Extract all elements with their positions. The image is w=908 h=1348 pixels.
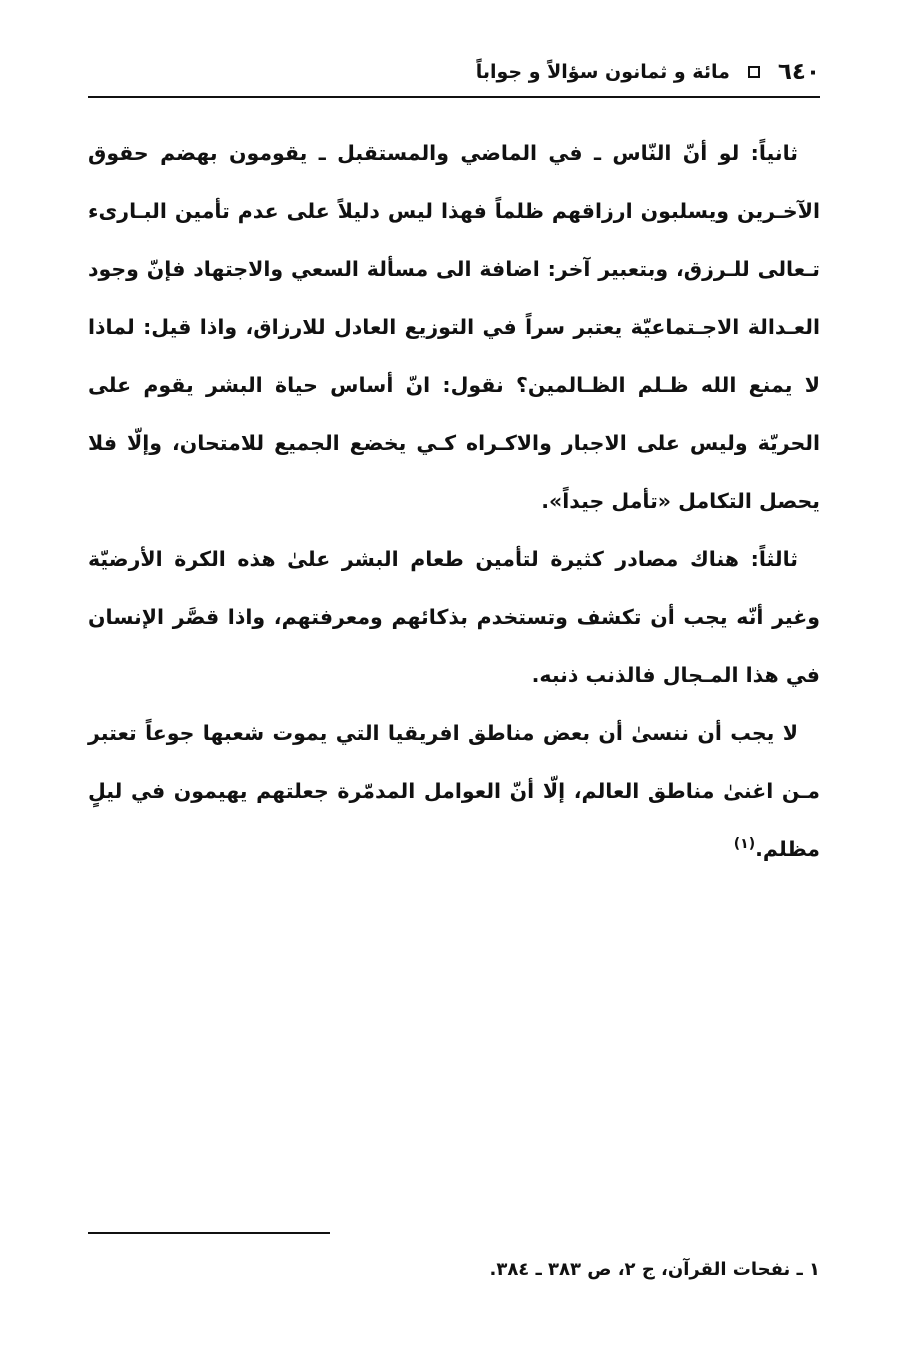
paragraph-africa-text: لا يجب أن ننسىٰ أن بعض مناطق افريقيا التي يموت شعبها جوعاً تعتبر مـن اغنىٰ مناطق العالم، إلّا أنّ العوامل المدمّرة جعلتهم يهيمون في ليلٍ مظلم. [88,721,820,861]
paragraph-second-point: ثانياً: لو أنّ النّاس ـ في الماضي والمستقبل ـ يقومون بهضم حقوق الآخـرين ويسلبون ارزاقهم ظلماً فهذا ليس دليلاً على عدم تأمين البـاریء تـعالى للـرزق، وبتعبير آخر: اضافة الى مسألة السعي والاجتهاد فإنّ وجود العـدالة الاجـتماعيّة يعتبر سراً في التوزيع العادل للارزاق، واذا قيل: لماذا لا يمنع الله ظـلم الظـالمين؟ نقول: انّ أساس حياة البشر يقوم على الحريّة وليس على الاجبار والاكـراه كـي يخضع الجميع للامتحان، وإلّا فلا يحصل التكامل «تأمل جيداً». [88,141,820,513]
body-text [88,124,820,878]
square-ornament-icon [748,66,760,78]
header-divider [88,96,820,98]
page-number: ٦٤٠ [777,59,820,85]
page-header [88,52,820,92]
running-title: مائة و ثمانون سؤالاً و جواباً [475,61,730,83]
footnote-reference[interactable]: (١) [733,836,756,853]
paragraph-third-point: ثالثاً: هناك مصادر كثيرة لتأمين طعام البشر علىٰ هذه الكرة الأرضيّة وغير أنّه يجب أن تكشف وتستخدم بذكائهم ومعرفتهم، واذا قصَّر الإنسان في هذا المـجال فالذنب ذنبه. [88,547,820,687]
footnote-divider [88,1232,330,1234]
footnote: ١ ـ نفحات القرآن، ج ٢، ص ٣٨٣ ـ ٣٨٤. [489,1259,820,1280]
paragraph-africa [88,704,820,878]
